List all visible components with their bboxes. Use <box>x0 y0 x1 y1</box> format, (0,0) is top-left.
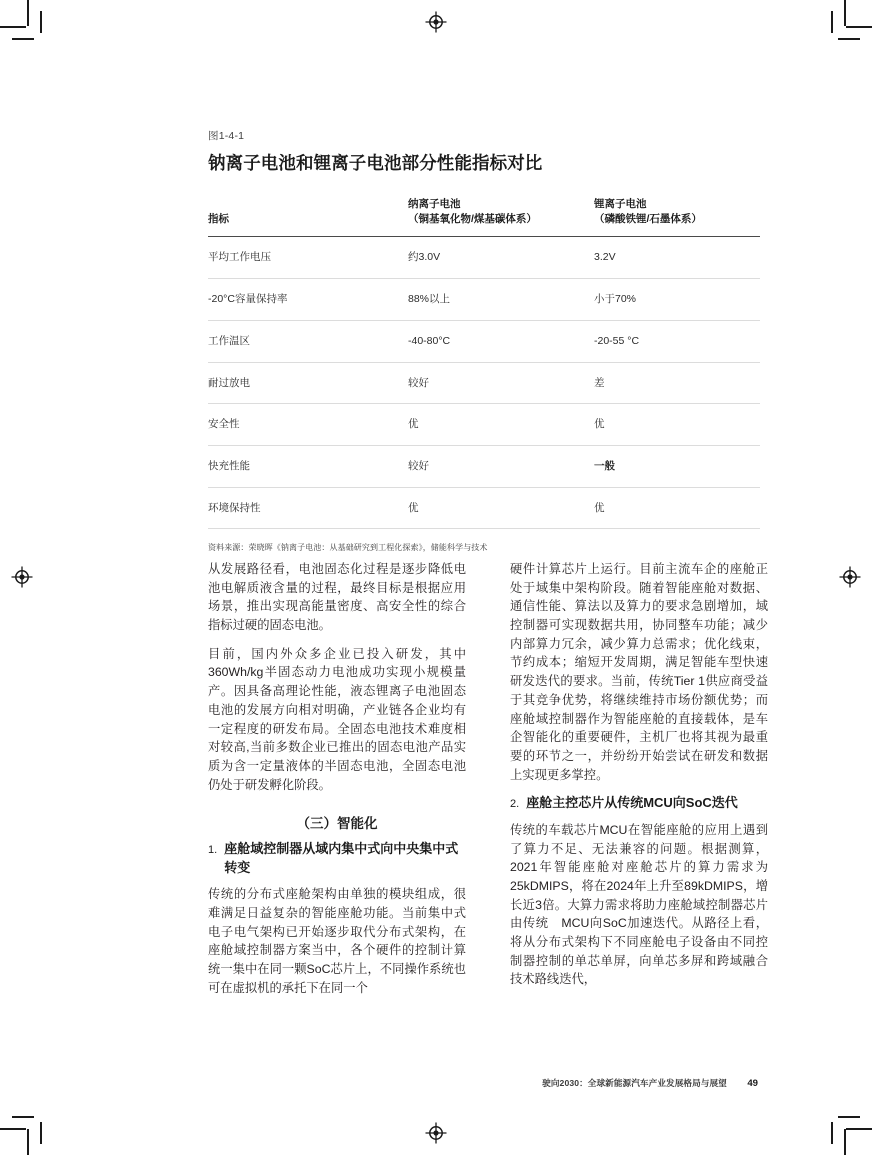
footer-title: 驶向2030：全球新能源汽车产业发展格局与展望 <box>542 1078 727 1088</box>
cell-metric: 环境保持性 <box>208 487 408 529</box>
cell-lithium: 优 <box>594 487 760 529</box>
crop-mark <box>0 1128 26 1130</box>
cell-sodium: 优 <box>408 487 594 529</box>
table-row <box>208 487 760 529</box>
numbered-heading-text: 座舱主控芯片从传统MCU向SoC迭代 <box>526 795 738 811</box>
cell-lithium: 优 <box>594 404 760 446</box>
numbered-heading-text: 座舱域控制器从域内集中式向中央集中式转变 <box>224 841 459 875</box>
crop-mark <box>12 38 34 40</box>
table-header <box>208 197 760 237</box>
column-header-lithium-line2: （磷酸铁锂/石墨体系） <box>594 213 702 226</box>
table-row <box>208 320 760 362</box>
crop-mark <box>40 11 42 33</box>
crop-mark <box>12 1116 34 1118</box>
table-row <box>208 279 760 321</box>
table-row <box>208 237 760 279</box>
left-column <box>208 560 466 1007</box>
paragraph: 目前，国内外众多企业已投入研发，其中360Wh/kg半固态动力电池成功实现小规模量产。因具备高理论性能，液态锂离子电池固态电池的发展方向相对明确，产业链各企业均有一定程度的研发布局。全固态电池技术难度相对较高,当前多数企业已推出的固态电池产品实质为含一定量液体的半固态电池，全固态电池仍处于研发孵化阶段。 <box>208 646 466 792</box>
crop-mark <box>27 0 29 26</box>
cell-lithium: -20-55 °C <box>594 320 760 362</box>
table-row <box>208 404 760 446</box>
numbered-heading <box>208 840 466 877</box>
numbered-heading <box>510 794 768 813</box>
column-header-metric-label: 指标 <box>208 213 229 226</box>
numbered-heading-number: 2. <box>510 798 520 811</box>
figure-block <box>208 128 760 553</box>
cell-sodium: 约3.0V <box>408 237 594 279</box>
crop-mark <box>838 1116 860 1118</box>
table-header-row <box>208 197 760 237</box>
cell-metric: 快充性能 <box>208 445 408 487</box>
section-heading: （三）智能化 <box>296 816 378 832</box>
cell-metric: 耐过放电 <box>208 362 408 404</box>
column-header-sodium-line1: 纳离子电池 <box>408 198 461 210</box>
crop-mark <box>0 26 26 28</box>
table-row <box>208 445 760 487</box>
cell-lithium: 3.2V <box>594 237 760 279</box>
registration-target-icon <box>425 1122 447 1144</box>
figure-title: 钠离子电池和锂离子电池部分性能指标对比 <box>208 153 543 173</box>
right-column <box>510 560 768 999</box>
crop-mark <box>27 1129 29 1155</box>
column-header-sodium-line2: （铜基氧化物/煤基碳体系） <box>408 213 537 226</box>
registration-target-icon <box>839 566 861 588</box>
cell-metric: 平均工作电压 <box>208 237 408 279</box>
paragraph: 从发展路径看，电池固态化过程是逐步降低电池电解质液含量的过程，最终目标是根据应用场景，推出实现高能量密度、高安全性的综合指标过硬的固态电池。 <box>208 562 466 633</box>
table-row <box>208 362 760 404</box>
cell-lithium: 小于70% <box>594 279 760 321</box>
cell-sodium: 较好 <box>408 445 594 487</box>
page-number: 49 <box>747 1078 758 1089</box>
crop-mark <box>844 0 846 26</box>
cell-metric: 安全性 <box>208 404 408 446</box>
column-header-lithium-line1: 锂离子电池 <box>594 198 647 210</box>
crop-mark <box>846 1128 872 1130</box>
body-columns <box>208 560 768 1040</box>
crop-mark <box>831 1122 833 1144</box>
column-header-lithium <box>594 197 760 237</box>
crop-mark <box>40 1122 42 1144</box>
cell-sodium: 优 <box>408 404 594 446</box>
page-footer <box>0 1073 872 1091</box>
comparison-table <box>208 197 760 529</box>
cell-lithium: 差 <box>594 362 760 404</box>
column-header-metric <box>208 197 408 237</box>
paragraph: 传统的分布式座舱架构由单独的模块组成，很难满足日益复杂的智能座舱功能。当前集中式电子电气架构已开始逐步取代分布式架构，在座舱域控制器方案当中，各个硬件的控制计算统一集中在同一颗SoC芯片上，不同操作系统也可在虚拟机的承托下在同一个 <box>208 887 466 995</box>
crop-mark <box>838 38 860 40</box>
cell-sodium: -40-80°C <box>408 320 594 362</box>
cell-metric: 工作温区 <box>208 320 408 362</box>
column-header-sodium <box>408 197 594 237</box>
table-body <box>208 237 760 529</box>
cell-sodium: 较好 <box>408 362 594 404</box>
figure-number: 图1-4-1 <box>208 130 245 142</box>
numbered-heading-number: 1. <box>208 844 218 857</box>
registration-target-icon <box>11 566 33 588</box>
registration-target-icon <box>425 11 447 33</box>
figure-source: 资料来源：荣晓晖《钠离子电池：从基础研究到工程化探索》，储能科学与技术 <box>208 543 488 553</box>
cell-metric: -20°C容量保持率 <box>208 279 408 321</box>
cell-sodium: 88%以上 <box>408 279 594 321</box>
crop-mark <box>831 11 833 33</box>
paragraph: 硬件计算芯片上运行。目前主流车企的座舱正处于域集中架构阶段。随着智能座舱对数据、通信性能、算法以及算力的要求急剧增加，域控制器可实现数据共用，协同整车功能；减少内部算力冗余，减少算力总需求；优化线束，节约成本；缩短开发周期，满足智能车型快速研发迭代的要求。当前，传统Tier 1供应商受益于其竞争优势，将继续维持市场份额优势；而座舱域控制器作为智能座舱的直接载体，是车企智能化的重要硬件，主机厂也将其视为最重要的环节之一，并纷纷开始尝试在研发和数据上实现更多掌控。 <box>510 562 768 782</box>
paragraph: 传统的车载芯片MCU在智能座舱的应用上遇到了算力不足、无法兼容的问题。根据测算，2021年智能座舱对座舱芯片的算力需求为25kDMIPS，将在2024年上升至89kDMIPS，增长近3倍。大算力需求将助力座舱域控制器芯片由传统 MCU向SoC加速迭代。从路径上看，将从分布式架构下不同座舱电子设备由不同控制器控制的单芯单屏，向单芯多屏和跨域融合技术路线迭代， <box>510 822 768 987</box>
crop-mark <box>844 1129 846 1155</box>
cell-lithium: 一般 <box>594 445 760 487</box>
crop-mark <box>846 26 872 28</box>
